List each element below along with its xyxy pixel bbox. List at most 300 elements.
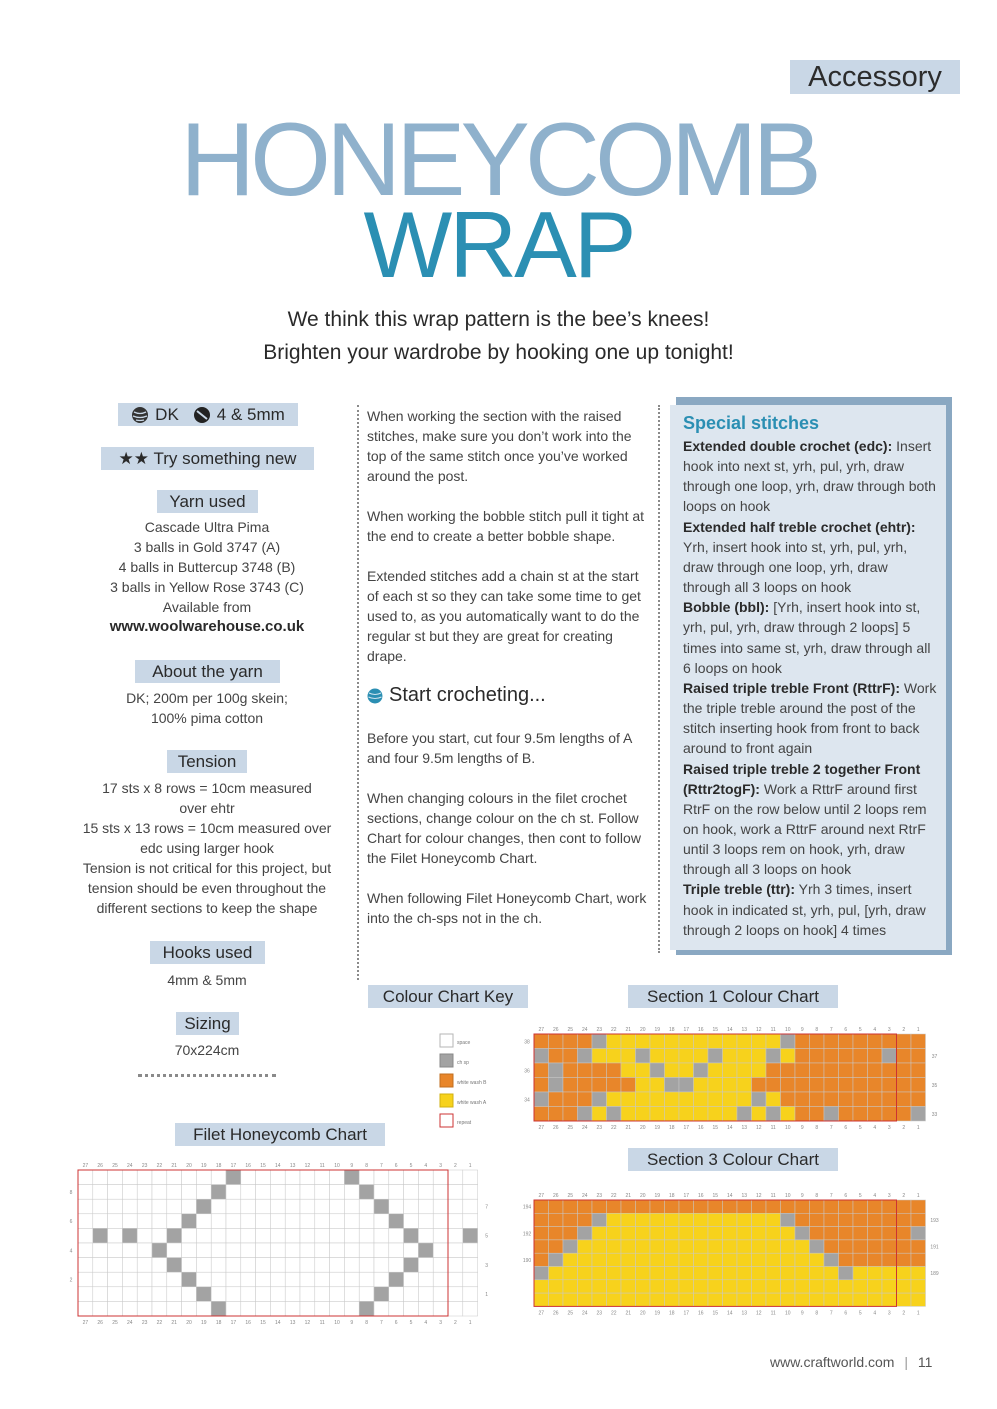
- column-number: 21: [171, 1163, 177, 1169]
- chart-cell: [300, 1199, 315, 1214]
- column-number: 2: [454, 1320, 457, 1326]
- chart-cell: [621, 1280, 636, 1293]
- chart-cell: [563, 1078, 578, 1093]
- row-number: 193: [930, 1217, 939, 1224]
- chart-cell: [752, 1280, 767, 1293]
- chart-cell: [621, 1253, 636, 1266]
- column-number: 12: [755, 1310, 762, 1317]
- chart-cell: [418, 1272, 433, 1287]
- column-number: 16: [697, 1310, 704, 1317]
- chart-cell: [708, 1240, 723, 1253]
- column-number: 12: [304, 1163, 311, 1169]
- chart-cell: [665, 1200, 680, 1213]
- chart-cell: [418, 1243, 433, 1258]
- section-1-chart-heading: Section 1 Colour Chart: [628, 985, 838, 1008]
- chart-cell: [226, 1214, 241, 1229]
- difficulty-badge: [101, 447, 314, 470]
- chart-cell: [463, 1301, 478, 1316]
- about-line: DK; 200m per 100g skein;: [126, 690, 288, 706]
- chart-cell: [897, 1078, 912, 1093]
- row-number: 190: [522, 1257, 532, 1264]
- chart-cell: [226, 1243, 241, 1258]
- chart-cell: [882, 1063, 897, 1078]
- chart-cell: [694, 1092, 709, 1107]
- chart-cell: [708, 1227, 723, 1240]
- column-number: 19: [201, 1320, 207, 1326]
- column-number: 23: [596, 1027, 603, 1033]
- chart-cell: [404, 1185, 419, 1200]
- chart-cell: [592, 1213, 607, 1226]
- column-number: 12: [755, 1193, 762, 1199]
- chart-cell: [300, 1272, 315, 1287]
- chart-cell: [108, 1301, 123, 1316]
- chart-cell: [211, 1272, 226, 1287]
- chart-cell: [882, 1107, 897, 1122]
- chart-cell: [853, 1092, 868, 1107]
- chart-cell: [182, 1228, 197, 1243]
- chart-cell: [868, 1078, 883, 1093]
- chart-cell: [330, 1228, 345, 1243]
- chart-cell: [433, 1301, 448, 1316]
- column-number: 25: [567, 1310, 574, 1317]
- chart-cell: [752, 1293, 767, 1306]
- chart-cell: [882, 1034, 897, 1049]
- note-paragraph: Before you start, cut four 9.5m lengths of A and four 9.5m lengths of B.: [367, 730, 632, 766]
- chart-cell: [592, 1200, 607, 1213]
- column-number: 23: [596, 1125, 603, 1131]
- chart-cell: [607, 1253, 622, 1266]
- note-paragraph: When working the bobble stitch pull it tight at the end to create a better bobble shape.: [367, 508, 645, 544]
- chart-cell: [766, 1240, 781, 1253]
- chart-cell: [285, 1272, 300, 1287]
- column-number: 7: [829, 1027, 833, 1033]
- chart-cell: [534, 1063, 549, 1078]
- chart-cell: [344, 1272, 359, 1287]
- chart-cell: [534, 1227, 549, 1240]
- chart-cell: [781, 1293, 796, 1306]
- chart-cell: [226, 1228, 241, 1243]
- chart-cell: [167, 1301, 182, 1316]
- chart-cell: [256, 1170, 271, 1185]
- chart-cell: [463, 1258, 478, 1273]
- chart-cell: [78, 1199, 93, 1214]
- chart-cell: [256, 1228, 271, 1243]
- chart-cell: [737, 1049, 752, 1064]
- column-number: 25: [112, 1320, 118, 1326]
- chart-cell: [315, 1272, 330, 1287]
- chart-cell: [270, 1258, 285, 1273]
- chart-cell: [167, 1272, 182, 1287]
- chart-cell: [665, 1078, 680, 1093]
- chart-cell: [882, 1267, 897, 1280]
- row-number: 33: [931, 1111, 938, 1118]
- chart-cell: [679, 1078, 694, 1093]
- chart-cell: [839, 1107, 854, 1122]
- chart-cell: [137, 1214, 152, 1229]
- chart-cell: [694, 1267, 709, 1280]
- chart-cell: [578, 1049, 593, 1064]
- chart-cell: [315, 1287, 330, 1302]
- row-number: 192: [522, 1231, 532, 1238]
- column-number: 20: [186, 1163, 192, 1169]
- column-number: 18: [668, 1125, 675, 1131]
- column-number: 1: [916, 1193, 920, 1199]
- chart-cell: [723, 1049, 738, 1064]
- column-number: 3: [439, 1320, 442, 1326]
- chart-cell: [196, 1287, 211, 1302]
- column-number: 15: [260, 1163, 266, 1169]
- chart-cell: [152, 1228, 167, 1243]
- chart-cell: [694, 1200, 709, 1213]
- chart-cell: [300, 1170, 315, 1185]
- chart-cell: [226, 1272, 241, 1287]
- stitch-term: Extended half treble crochet (ehtr):: [683, 518, 916, 535]
- column-number: 1: [916, 1310, 920, 1317]
- chart-cell: [824, 1078, 839, 1093]
- row-number: 36: [524, 1068, 530, 1075]
- chart-cell: [285, 1170, 300, 1185]
- chart-cell: [270, 1185, 285, 1200]
- chart-cell: [563, 1240, 578, 1253]
- chart-cell: [853, 1227, 868, 1240]
- column-number: 26: [552, 1310, 559, 1317]
- chart-cell: [882, 1293, 897, 1306]
- chart-cell: [182, 1301, 197, 1316]
- chart-cell: [563, 1227, 578, 1240]
- chart-cell: [226, 1199, 241, 1214]
- chart-cell: [448, 1228, 463, 1243]
- column-number: 26: [97, 1163, 103, 1169]
- difficulty-stars: ★★: [118, 449, 150, 468]
- column-number: 14: [275, 1163, 281, 1169]
- chart-cell: [781, 1227, 796, 1240]
- chart-cell: [563, 1063, 578, 1078]
- column-number: 2: [902, 1125, 906, 1131]
- chart-cell: [839, 1200, 854, 1213]
- chart-cell: [868, 1253, 883, 1266]
- column-number: 19: [201, 1163, 207, 1169]
- tension-text: [40, 778, 374, 918]
- chart-cell: [723, 1213, 738, 1226]
- chart-cell: [737, 1063, 752, 1078]
- chart-cell: [694, 1240, 709, 1253]
- chart-cell: [315, 1243, 330, 1258]
- chart-cell: [766, 1063, 781, 1078]
- chart-cell: [374, 1301, 389, 1316]
- chart-cell: [636, 1280, 651, 1293]
- chart-cell: [211, 1170, 226, 1185]
- chart-cell: [300, 1228, 315, 1243]
- chart-cell: [621, 1213, 636, 1226]
- chart-cell: [882, 1078, 897, 1093]
- column-number: 18: [668, 1193, 675, 1199]
- chart-cell: [93, 1258, 108, 1273]
- column-divider: [658, 405, 660, 953]
- about-line: 100% pima cotton: [150, 710, 264, 726]
- footer-website[interactable]: www.craftworld.com: [770, 1354, 895, 1370]
- chart-cell: [534, 1240, 549, 1253]
- chart-cell: [418, 1170, 433, 1185]
- chart-cell: [285, 1214, 300, 1229]
- chart-cell: [853, 1280, 868, 1293]
- column-number: 8: [365, 1163, 368, 1169]
- chart-cell: [766, 1267, 781, 1280]
- column-number: 24: [581, 1027, 588, 1033]
- chart-cell: [167, 1185, 182, 1200]
- column-number: 3: [887, 1125, 891, 1131]
- chart-cell: [636, 1049, 651, 1064]
- chart-cell: [752, 1267, 767, 1280]
- chart-cell: [578, 1227, 593, 1240]
- chart-cell: [607, 1107, 622, 1122]
- chart-cell: [448, 1170, 463, 1185]
- chart-cell: [433, 1185, 448, 1200]
- column-number: 11: [319, 1163, 325, 1169]
- chart-cell: [708, 1078, 723, 1093]
- chart-cell: [196, 1243, 211, 1258]
- chart-cell: [211, 1199, 226, 1214]
- chart-cell: [708, 1200, 723, 1213]
- column-number: 17: [683, 1193, 690, 1199]
- column-number: 21: [625, 1193, 632, 1199]
- column-number: 10: [334, 1163, 340, 1169]
- chart-cell: [824, 1049, 839, 1064]
- column-number: 2: [454, 1163, 457, 1169]
- filet-chart-heading: Filet Honeycomb Chart: [175, 1123, 385, 1146]
- chart-cell: [665, 1227, 680, 1240]
- chart-cell: [607, 1280, 622, 1293]
- column-number: 13: [741, 1027, 748, 1033]
- chart-cell: [256, 1258, 271, 1273]
- chart-cell: [549, 1213, 564, 1226]
- chart-cell: [636, 1107, 651, 1122]
- chart-cell: [911, 1227, 926, 1240]
- chart-cell: [93, 1185, 108, 1200]
- chart-cell: [563, 1280, 578, 1293]
- chart-cell: [78, 1301, 93, 1316]
- chart-cell: [679, 1092, 694, 1107]
- chart-cell: [824, 1253, 839, 1266]
- chart-cell: [781, 1107, 796, 1122]
- chart-cell: [723, 1293, 738, 1306]
- supplier-website[interactable]: www.woolwarehouse.co.uk: [109, 618, 305, 635]
- column-number: 12: [755, 1027, 762, 1033]
- chart-cell: [665, 1280, 680, 1293]
- column-number: 11: [770, 1310, 776, 1317]
- chart-cell: [592, 1267, 607, 1280]
- column-number: 6: [844, 1125, 848, 1131]
- chart-cell: [853, 1213, 868, 1226]
- chart-cell: [226, 1287, 241, 1302]
- chart-cell: [93, 1199, 108, 1214]
- chart-cell: [781, 1267, 796, 1280]
- chart-cell: [911, 1200, 926, 1213]
- chart-cell: [911, 1092, 926, 1107]
- chart-cell: [433, 1214, 448, 1229]
- chart-cell: [196, 1301, 211, 1316]
- chart-cell: [211, 1228, 226, 1243]
- column-number: 22: [610, 1310, 617, 1317]
- chart-cell: [374, 1185, 389, 1200]
- key-swatch-yellow: [440, 1094, 453, 1107]
- chart-cell: [708, 1280, 723, 1293]
- column-number: 10: [784, 1310, 791, 1317]
- stitch-definition: Insert hook into next st, yrh, pul, yrh, draw through one loop, yrh, draw through both loops on hook: [683, 438, 936, 515]
- chart-cell: [389, 1287, 404, 1302]
- chart-cell: [549, 1280, 564, 1293]
- chart-cell: [196, 1170, 211, 1185]
- chart-cell: [795, 1267, 810, 1280]
- chart-cell: [241, 1258, 256, 1273]
- chart-cell: [122, 1170, 137, 1185]
- chart-cell: [781, 1213, 796, 1226]
- column-number: 23: [596, 1310, 603, 1317]
- chart-cell: [315, 1214, 330, 1229]
- chart-cell: [359, 1287, 374, 1302]
- column-number: 22: [610, 1125, 617, 1131]
- sizing-heading: Sizing: [176, 1012, 239, 1035]
- chart-cell: [285, 1258, 300, 1273]
- section-3-colour-chart: [520, 1180, 955, 1317]
- chart-cell: [679, 1227, 694, 1240]
- chart-cell: [211, 1301, 226, 1316]
- chart-cell: [122, 1214, 137, 1229]
- chart-cell: [137, 1287, 152, 1302]
- column-number: 26: [552, 1125, 559, 1131]
- column-number: 24: [581, 1310, 588, 1317]
- footer-separator: |: [904, 1354, 908, 1370]
- stitch-entry: [683, 879, 938, 939]
- column-number: 20: [639, 1125, 646, 1131]
- chart-cell: [679, 1107, 694, 1122]
- column-number: 25: [567, 1193, 574, 1199]
- chart-cell: [607, 1293, 622, 1306]
- note-paragraph: Extended stitches add a chain st at the start of each st so they can take some time to get used to, as you automatically want to do the regular st but they are great for creating drape.: [367, 568, 641, 664]
- chart-cell: [137, 1258, 152, 1273]
- tension-line: different sections to keep the shape: [96, 900, 318, 916]
- chart-cell: [122, 1258, 137, 1273]
- chart-cell: [853, 1034, 868, 1049]
- chart-cell: [737, 1213, 752, 1226]
- chart-cell: [300, 1301, 315, 1316]
- chart-cell: [270, 1214, 285, 1229]
- chart-cell: [534, 1034, 549, 1049]
- column-number: 7: [829, 1193, 833, 1199]
- chart-cell: [330, 1199, 345, 1214]
- chart-cell: [549, 1240, 564, 1253]
- chart-cell: [766, 1293, 781, 1306]
- chart-cell: [108, 1214, 123, 1229]
- chart-cell: [226, 1170, 241, 1185]
- column-divider: [357, 405, 359, 980]
- column-number: 8: [815, 1193, 819, 1199]
- start-crocheting-heading: [367, 684, 546, 707]
- chart-cell: [911, 1213, 926, 1226]
- notes-column: [367, 406, 652, 686]
- chart-cell: [839, 1267, 854, 1280]
- chart-cell: [359, 1258, 374, 1273]
- chart-cell: [196, 1199, 211, 1214]
- chart-cell: [463, 1170, 478, 1185]
- chart-cell: [650, 1200, 665, 1213]
- chart-cell: [897, 1034, 912, 1049]
- chart-cell: [679, 1253, 694, 1266]
- chart-cell: [137, 1199, 152, 1214]
- chart-cell: [122, 1243, 137, 1258]
- chart-cell: [315, 1228, 330, 1243]
- chart-cell: [285, 1287, 300, 1302]
- chart-cell: [122, 1287, 137, 1302]
- chart-cell: [607, 1240, 622, 1253]
- column-number: 18: [668, 1310, 675, 1317]
- column-number: 9: [800, 1310, 804, 1317]
- chart-cell: [270, 1243, 285, 1258]
- chart-cell: [839, 1227, 854, 1240]
- column-number: 18: [215, 1320, 222, 1326]
- chart-cell: [824, 1227, 839, 1240]
- chart-cell: [330, 1287, 345, 1302]
- chart-cell: [78, 1258, 93, 1273]
- chart-cell: [404, 1258, 419, 1273]
- chart-cell: [708, 1213, 723, 1226]
- chart-cell: [196, 1228, 211, 1243]
- chart-cell: [270, 1287, 285, 1302]
- chart-cell: [781, 1240, 796, 1253]
- yarn-line: 4 balls in Buttercup 3748 (B): [118, 559, 296, 575]
- chart-cell: [78, 1228, 93, 1243]
- stitch-term: Bobble (bbl):: [683, 599, 770, 616]
- chart-cell: [182, 1199, 197, 1214]
- chart-cell: [882, 1240, 897, 1253]
- chart-cell: [810, 1267, 825, 1280]
- yarn-ball-icon: [131, 406, 149, 424]
- chart-cell: [650, 1213, 665, 1226]
- chart-cell: [404, 1170, 419, 1185]
- chart-cell: [137, 1243, 152, 1258]
- chart-cell: [911, 1240, 926, 1253]
- chart-cell: [270, 1301, 285, 1316]
- column-number: 11: [319, 1320, 325, 1326]
- chart-cell: [650, 1034, 665, 1049]
- chart-cell: [781, 1280, 796, 1293]
- chart-cell: [650, 1107, 665, 1122]
- chart-cell: [723, 1092, 738, 1107]
- chart-cell: [824, 1092, 839, 1107]
- chart-cell: [679, 1267, 694, 1280]
- chart-cell: [708, 1063, 723, 1078]
- chart-cell: [578, 1092, 593, 1107]
- column-number: 9: [800, 1027, 804, 1033]
- chart-cell: [182, 1185, 197, 1200]
- chart-cell: [78, 1243, 93, 1258]
- column-number: 8: [815, 1310, 819, 1317]
- chart-cell: [723, 1107, 738, 1122]
- chart-cell: [621, 1049, 636, 1064]
- chart-cell: [868, 1280, 883, 1293]
- column-number: 16: [245, 1320, 251, 1326]
- column-number: 24: [127, 1320, 133, 1326]
- chart-cell: [152, 1214, 167, 1229]
- stitch-definition: Yrh, insert hook into st, yrh, pul, yrh, draw through one loop, yrh, draw through all 3 loops on hook: [683, 538, 908, 596]
- chart-cell: [679, 1063, 694, 1078]
- hooks-used-value: 4mm & 5mm: [167, 972, 247, 988]
- chart-cell: [448, 1258, 463, 1273]
- chart-cell: [766, 1034, 781, 1049]
- chart-cell: [152, 1301, 167, 1316]
- column-number: 26: [552, 1027, 559, 1033]
- column-number: 10: [334, 1320, 340, 1326]
- tension-line: 15 sts x 13 rows = 10cm measured over: [82, 820, 332, 836]
